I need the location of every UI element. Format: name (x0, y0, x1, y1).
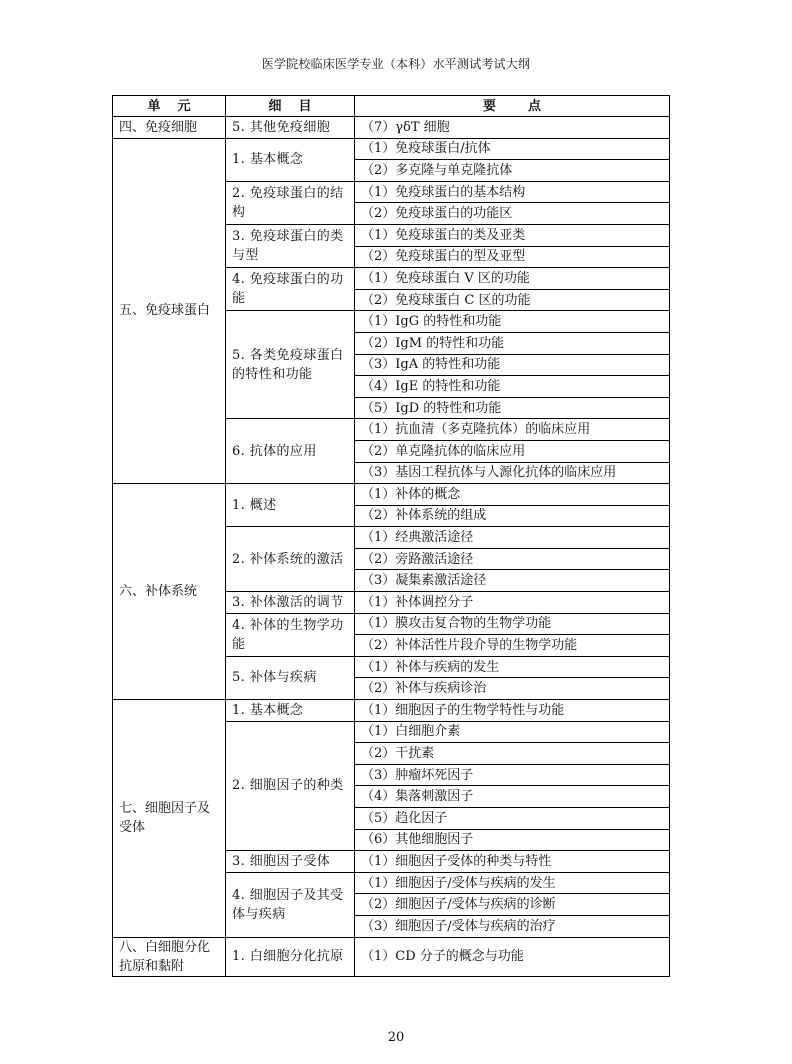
detail-cell: 3. 细胞因子受体 (226, 851, 355, 873)
point-cell: （2）多克隆与单克隆抗体 (355, 160, 670, 182)
detail-cell: 3. 补体激活的调节 (226, 592, 355, 614)
detail-cell: 5. 各类免疫球蛋白的特性和功能 (226, 311, 355, 419)
detail-cell: 5. 补体与疾病 (226, 656, 355, 699)
table-row (113, 700, 670, 722)
page-header: 医学院校临床医学专业（本科）水平测试考试大纲 (261, 57, 531, 71)
point-cell: （2）旁路激活途径 (355, 548, 670, 570)
table-row (113, 138, 670, 160)
point-cell: （1）免疫球蛋白 V 区的功能 (355, 268, 670, 290)
point-cell: （6）其他细胞因子 (355, 829, 670, 851)
point-cell: （1）免疫球蛋白的基本结构 (355, 181, 670, 203)
detail-cell: 4. 免疫球蛋白的功能 (226, 268, 355, 311)
point-cell: （7）γδT 细胞 (355, 117, 670, 139)
detail-cell: 3. 免疫球蛋白的类与型 (226, 224, 355, 267)
point-cell: （1）免疫球蛋白的类及亚类 (355, 224, 670, 246)
point-cell: （1）经典激活途径 (355, 527, 670, 549)
detail-cell: 1. 基本概念 (226, 700, 355, 722)
table-row (113, 484, 670, 506)
page-number: 20 (387, 1030, 405, 1045)
point-cell: （4）IgE 的特性和功能 (355, 376, 670, 398)
unit-cell: 五、免疫球蛋白 (113, 138, 226, 484)
point-cell: （4）集落刺激因子 (355, 786, 670, 808)
point-cell: （3）IgA 的特性和功能 (355, 354, 670, 376)
point-cell: （5）IgD 的特性和功能 (355, 397, 670, 419)
point-cell: （2）IgM 的特性和功能 (355, 332, 670, 354)
column-header-unit: 单 元 (113, 96, 226, 117)
point-cell: （2）补体活性片段介导的生物学功能 (355, 635, 670, 657)
point-cell: （1）细胞因子/受体与疾病的发生 (355, 872, 670, 894)
point-cell: （2）免疫球蛋白的型及亚型 (355, 246, 670, 268)
point-cell: （1）膜攻击复合物的生物学功能 (355, 613, 670, 635)
point-cell: （2）免疫球蛋白 C 区的功能 (355, 289, 670, 311)
table-row (113, 117, 670, 139)
detail-cell: 2. 免疫球蛋白的结构 (226, 181, 355, 224)
detail-cell: 6. 抗体的应用 (226, 419, 355, 484)
point-cell: （1）细胞因子的生物学特性与功能 (355, 700, 670, 722)
point-cell: （3）凝集素激活途径 (355, 570, 670, 592)
point-cell: （3）基因工程抗体与人源化抗体的临床应用 (355, 462, 670, 484)
detail-cell: 2. 补体系统的激活 (226, 527, 355, 592)
unit-cell: 六、补体系统 (113, 484, 226, 700)
point-cell: （1）CD 分子的概念与功能 (355, 937, 670, 976)
detail-cell: 2. 细胞因子的种类 (226, 721, 355, 851)
column-header-points: 要 点 (355, 96, 670, 117)
point-cell: （1）免疫球蛋白/抗体 (355, 138, 670, 160)
detail-cell: 4. 补体的生物学功能 (226, 613, 355, 656)
point-cell: （2）单克隆抗体的临床应用 (355, 440, 670, 462)
column-header-detail: 细 目 (226, 96, 355, 117)
point-cell: （1）补体的概念 (355, 484, 670, 506)
point-cell: （3）肿瘤坏死因子 (355, 764, 670, 786)
unit-cell: 四、免疫细胞 (113, 117, 226, 139)
unit-cell: 八、白细胞分化抗原和黏附 (113, 937, 226, 976)
table-body (113, 117, 670, 977)
point-cell: （2）干扰素 (355, 743, 670, 765)
point-cell: （3）细胞因子/受体与疾病的治疗 (355, 915, 670, 937)
point-cell: （1）补体调控分子 (355, 592, 670, 614)
detail-cell: 5. 其他免疫细胞 (226, 117, 355, 139)
detail-cell: 1. 概述 (226, 484, 355, 527)
point-cell: （5）趋化因子 (355, 808, 670, 830)
detail-cell: 1. 白细胞分化抗原 (226, 937, 355, 976)
point-cell: （2）补体系统的组成 (355, 505, 670, 527)
unit-cell: 七、细胞因子及受体 (113, 700, 226, 938)
point-cell: （1）IgG 的特性和功能 (355, 311, 670, 333)
point-cell: （1）白细胞介素 (355, 721, 670, 743)
detail-cell: 4. 细胞因子及其受体与疾病 (226, 872, 355, 937)
point-cell: （2）细胞因子/受体与疾病的诊断 (355, 894, 670, 916)
point-cell: （1）补体与疾病的发生 (355, 656, 670, 678)
point-cell: （2）免疫球蛋白的功能区 (355, 203, 670, 225)
table-header-row (113, 96, 670, 117)
exam-outline-table (112, 95, 670, 977)
table-row (113, 937, 670, 976)
point-cell: （1）细胞因子受体的种类与特性 (355, 851, 670, 873)
point-cell: （2）补体与疾病诊治 (355, 678, 670, 700)
point-cell: （1）抗血清（多克隆抗体）的临床应用 (355, 419, 670, 441)
detail-cell: 1. 基本概念 (226, 138, 355, 181)
